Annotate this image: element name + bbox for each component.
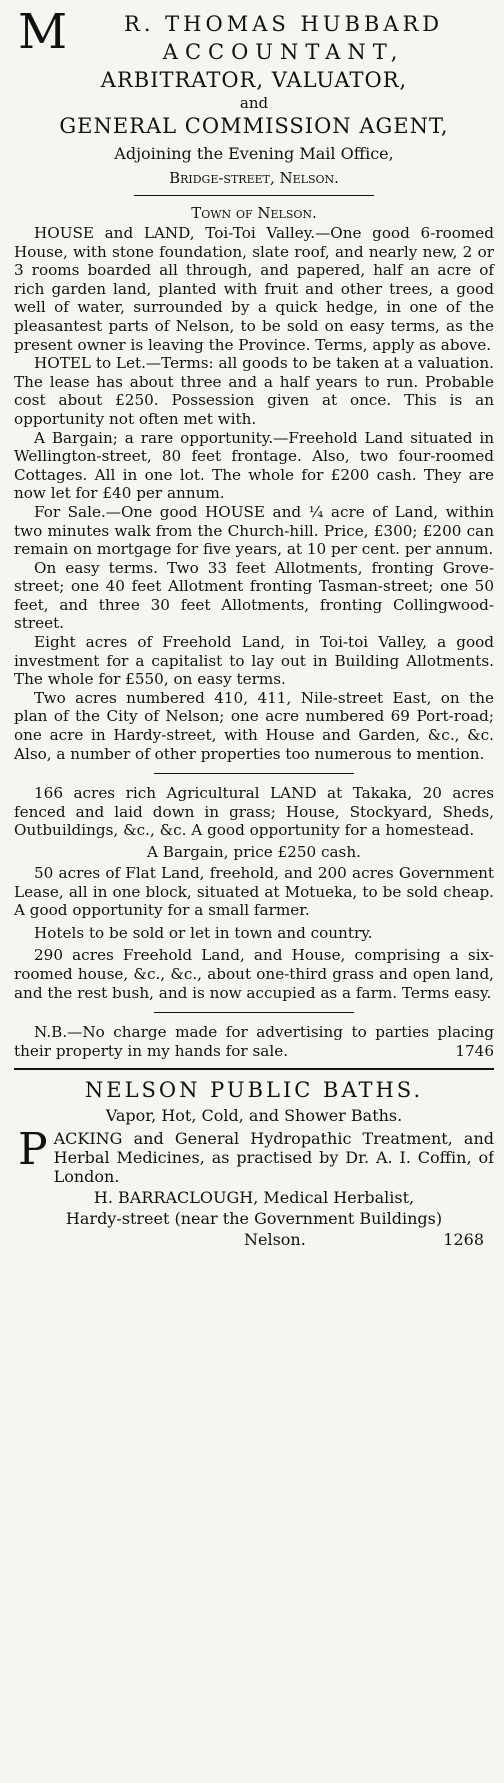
divider xyxy=(154,773,354,774)
drop-cap-m: M xyxy=(18,4,68,60)
divider-thick xyxy=(14,1068,494,1070)
listings-rural xyxy=(14,784,494,1002)
listing-paragraph: 290 acres Freehold Land, and House, comprising a six-roomed house, &c., &c., about one-third grass and open land, and the rest bush, and is now accupied as a farm. Terms easy. xyxy=(14,946,494,1002)
ad-number: 1746 xyxy=(455,1042,494,1061)
baths-subtitle: Vapor, Hot, Cold, and Shower Baths. xyxy=(105,1106,403,1126)
herbalist-place: Nelson. xyxy=(244,1230,306,1250)
listing-paragraph: Hotels to be sold or let in town and country. xyxy=(34,923,373,942)
drop-cap-p: P xyxy=(18,1129,48,1176)
listing-paragraph: For Sale.—One good HOUSE and ¼ acre of Land, within two minutes walk from the Church-hill. Price, £300; £200 can remain on mortgage for five years, at 10 per cent. per annum. xyxy=(14,502,494,559)
header-arbitrator: ARBITRATOR, VALUATOR, xyxy=(100,68,408,92)
listing-paragraph: A Bargain; a rare opportunity.—Freehold Land situated in Wellington-street, 80 feet frontage. Also, two four-roomed Cottages. All in one lot. The whole for £200 cash. They are now let for £40 per annum. xyxy=(14,428,494,503)
header-commission-agent: GENERAL COMMISSION AGENT, xyxy=(59,114,449,138)
header-name: R. THOMAS HUBBARD xyxy=(124,12,444,36)
herbalist-address: Hardy-street (near the Government Buildings) xyxy=(65,1209,443,1229)
baths-ad xyxy=(14,1078,494,1249)
header-street: Bridge-street, Nelson. xyxy=(169,169,339,187)
listing-paragraph: 166 acres rich Agricultural LAND at Takaka, 20 acres fenced and laid down in grass; House, Stockyard, Sheds, Outbuildings, &c., &c. A good opportunity for a homestead. xyxy=(14,784,494,840)
herbalist-name: H. BARRACLOUGH, Medical Herbalist, xyxy=(93,1188,415,1208)
listing-paragraph: Eight acres of Freehold Land, in Toi-toi Valley, a good investment for a capitalist to lay out in Building Allotments. The whole for £550, on easy terms. xyxy=(14,633,494,689)
listing-paragraph: 50 acres of Flat Land, freehold, and 200 acres Government Lease, all in one block, situated at Motueka, to be sold cheap. A good opportunity for a small farmer. xyxy=(14,864,494,920)
bargain-line: A Bargain, price £250 cash. xyxy=(147,843,361,861)
nb-text: N.B.—No charge made for advertising to parties placing their property in my hands for sale. xyxy=(14,1023,494,1060)
nb-notice xyxy=(14,1023,494,1060)
header-and: and xyxy=(239,94,269,112)
listing-paragraph: On easy terms. Two 33 feet Allotments, fronting Grove-street; one 40 feet Allotment fronting Tasman-street; one 50 feet, and three 30 feet Allotments, fronting Collingwood-street. xyxy=(14,558,494,633)
hubbard-header xyxy=(14,4,494,187)
divider xyxy=(154,1012,354,1013)
header-address: Adjoining the Evening Mail Office, xyxy=(114,144,394,163)
listings xyxy=(14,224,494,763)
header-accountant: ACCOUNTANT, xyxy=(162,40,405,64)
baths-title: NELSON PUBLIC BATHS. xyxy=(84,1078,424,1103)
listing-paragraph: HOTEL to Let.—Terms: all goods to be taken at a valuation. The lease has about three and a half years to run. Probable cost about £250. Possession given at once. This is an opportunity not often met with. xyxy=(14,354,494,428)
ad-number: 1268 xyxy=(443,1230,484,1250)
listing-paragraph: HOUSE and LAND, Toi-Toi Valley.—One good 6-roomed House, with stone foundation, slate roof, and nearly new, 2 or 3 rooms boarded all through, and papered, half an acre of rich garden land, planted with fruit and other trees, a good well of water, surrounded by a quick hedge, in one of the pleasantest parts of Nelson, to be sold on easy terms, as the present owner is leaving the Province. Terms, apply as above. xyxy=(14,224,494,354)
divider xyxy=(134,195,374,196)
section-title: Town of Nelson. xyxy=(191,204,317,222)
newspaper-column xyxy=(14,0,494,1249)
baths-body: ACKING and General Hydropathic Treatment, and Herbal Medicines, as practised by Dr. A. I. Coffin, of London. xyxy=(53,1129,494,1187)
listing-paragraph: Two acres numbered 410, 411, Nile-street East, on the plan of the City of Nelson; one acre numbered 69 Port-road; one acre in Hardy-street, with House and Garden, &c., &c. Also, a number of other properties too numerous to mention. xyxy=(14,688,494,763)
